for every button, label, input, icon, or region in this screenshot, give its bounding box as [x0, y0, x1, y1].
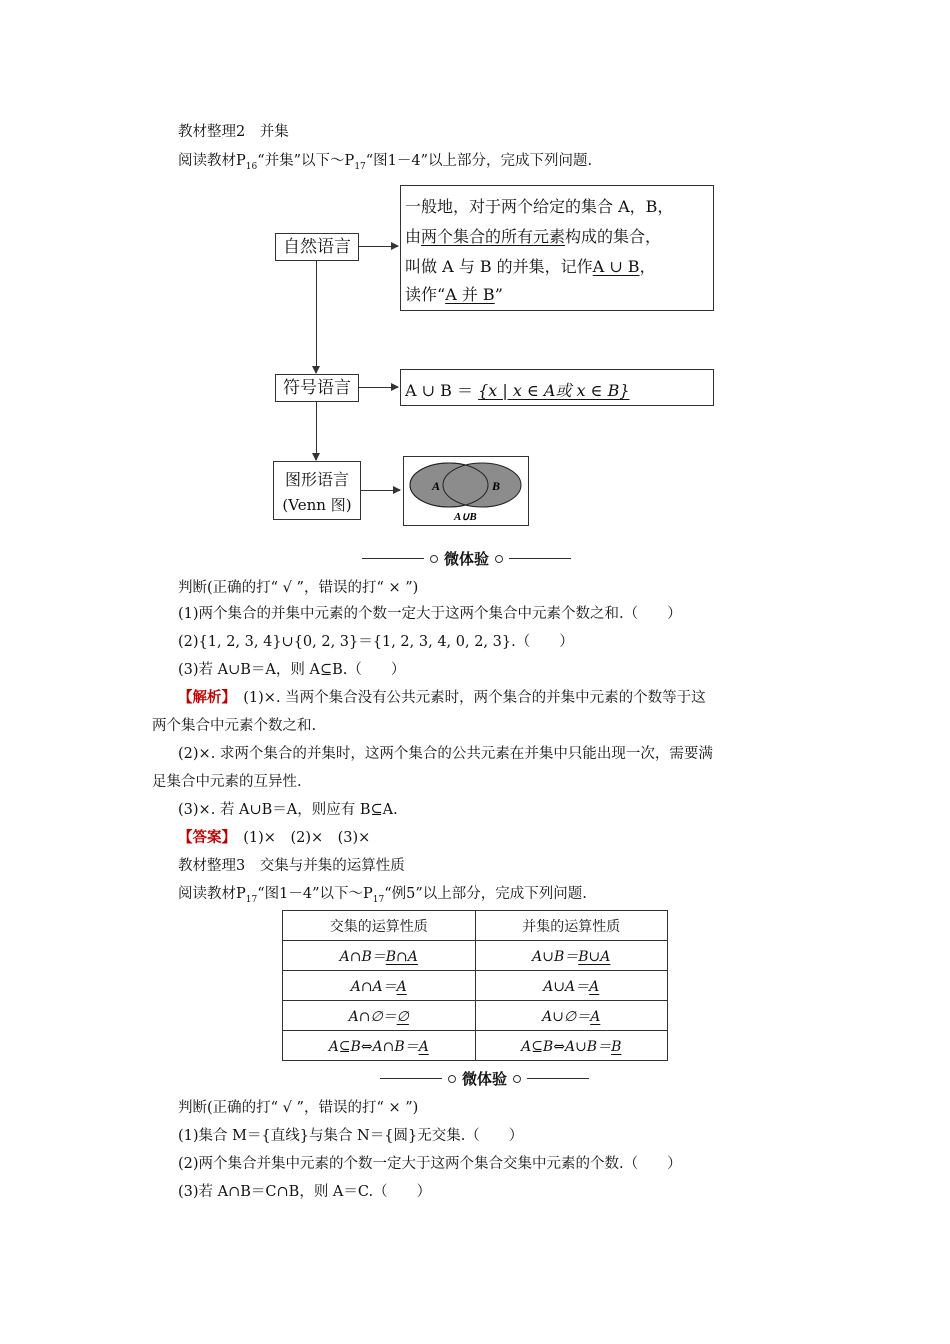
text: (Venn 图)	[282, 496, 352, 514]
venn-label-b: B	[492, 479, 501, 493]
table-header-row	[283, 911, 668, 941]
symbol-formula	[405, 378, 630, 401]
text: 由	[405, 227, 422, 246]
blank-answer: A 并 B	[445, 285, 495, 304]
table-row	[283, 971, 668, 1001]
analysis-line-4: 足集合中元素的互异性.	[152, 774, 302, 790]
circle-icon	[495, 555, 503, 563]
symbol-language-box	[400, 369, 714, 406]
text: 构成的集合，	[565, 227, 662, 246]
analysis-line-2: 两个集合中元素个数之和.	[152, 718, 317, 734]
table-cell: A⊆B⇔A∩B＝A	[283, 1031, 476, 1061]
intro-text: “并集”以下～P	[257, 153, 355, 169]
circle-icon	[513, 1075, 521, 1083]
intro-text: “图1－4”以上部分，完成下列问题.	[365, 153, 593, 169]
practice-separator	[362, 548, 571, 569]
circle-icon	[430, 555, 438, 563]
analysis-tag: 【解析】	[178, 689, 229, 706]
blank-answer: A ∪ B	[592, 257, 640, 276]
text: 读作“	[405, 285, 446, 304]
text: A ∪ B ＝	[405, 381, 473, 400]
intro-text: 阅读教材P	[178, 886, 246, 902]
table-row	[283, 941, 668, 971]
practice2-prompt: 判断(正确的打“ √ ”，错误的打“ × ”)	[178, 1100, 419, 1116]
analysis-line-5: (3)×. 若 A∪B＝A，则应有 B⊆A.	[178, 802, 398, 818]
symbol-language-label: 符号语言	[275, 374, 359, 402]
practice1-q3: (3)若 A∪B＝A，则 A⊆B.（ ）	[178, 662, 406, 678]
practice1-q2: (2){1, 2, 3, 4}∪{0, 2, 3}＝{1, 2, 3, 4, 0, 2, 3}.（ ）	[178, 634, 574, 650]
text: ”	[494, 285, 503, 304]
text: 图形语言	[284, 470, 349, 489]
text: ，	[639, 257, 656, 276]
practice2-q3: (3)若 A∩B＝C∩B，则 A＝C.（ ）	[178, 1184, 432, 1200]
natural-language-box	[400, 185, 714, 311]
venn-diagram-box	[403, 456, 529, 526]
arrow-right-icon	[360, 490, 400, 491]
practice2-q1: (1)集合 M＝{直线}与集合 N＝{圆}无交集.（ ）	[178, 1128, 524, 1144]
analysis-line-1	[178, 688, 706, 708]
page-subscript: 17	[354, 161, 366, 172]
practice-title: 微体验	[462, 1070, 508, 1088]
graphic-language-label	[273, 461, 361, 520]
page-subscript: 17	[245, 894, 258, 905]
section3-intro	[178, 884, 587, 910]
venn-circle-b	[443, 463, 521, 507]
intro-text: 阅读教材P	[178, 153, 246, 169]
venn-label-a: A	[432, 479, 441, 493]
practice-title: 微体验	[444, 550, 490, 568]
intro-text: “例5”以上部分，完成下列问题.	[384, 886, 587, 902]
page-subscript: 16	[245, 161, 258, 172]
table-row	[283, 1001, 668, 1031]
section2-heading: 教材整理2 并集	[178, 124, 289, 140]
analysis-line-3: (2)×. 求两个集合的并集时，这两个集合的公共元素在并集中只能出现一次，需要满	[178, 746, 713, 762]
intro-text: “图1－4”以下～P	[257, 886, 373, 902]
table-cell: A∩∅＝∅	[283, 1001, 476, 1031]
table-header: 并集的运算性质	[475, 911, 668, 941]
venn-diagram	[404, 457, 528, 525]
natural-line-1: 一般地，对于两个给定的集合 A，B，	[405, 197, 674, 216]
arrow-down-icon	[316, 401, 317, 460]
natural-line-4	[405, 282, 503, 305]
natural-language-label: 自然语言	[275, 233, 359, 261]
answer-tag: 【答案】	[178, 829, 229, 846]
practice1-prompt: 判断(正确的打“ √ ”，错误的打“ × ”)	[178, 580, 419, 596]
table-cell: A∪∅＝A	[475, 1001, 668, 1031]
practice-separator	[380, 1068, 589, 1089]
table-row	[283, 1031, 668, 1061]
table-cell: A∪A＝A	[475, 971, 668, 1001]
blank-answer: {x | x ∈ A或 x ∈ B}	[478, 381, 630, 400]
table-cell: A∩B＝B∩A	[283, 941, 476, 971]
arrow-right-icon	[358, 246, 398, 247]
arrow-right-icon	[358, 387, 398, 388]
table-cell: A∩A＝A	[283, 971, 476, 1001]
venn-caption: A∪B	[454, 511, 477, 523]
table-cell: A⊆B⇔A∪B＝B	[475, 1031, 668, 1061]
blank-answer: 两个集合的所有元素	[421, 227, 566, 246]
circle-icon	[448, 1075, 456, 1083]
table-cell: A∪B＝B∪A	[475, 941, 668, 971]
page-subscript: 17	[372, 894, 385, 905]
section3-heading: 教材整理3 交集与并集的运算性质	[178, 858, 405, 874]
text: (1)× (2)× (3)×	[243, 830, 371, 846]
text: 叫做 A 与 B 的并集，记作	[405, 257, 593, 276]
table-header: 交集的运算性质	[283, 911, 476, 941]
natural-line-2	[405, 224, 661, 247]
arrow-down-icon	[316, 260, 317, 373]
practice1-q1: (1)两个集合的并集中元素的个数一定大于这两个集合中元素个数之和.（ ）	[178, 606, 682, 622]
section2-intro	[178, 151, 592, 177]
practice2-q2: (2)两个集合并集中元素的个数一定大于这两个集合交集中元素的个数.（ ）	[178, 1156, 682, 1172]
answer-line	[178, 828, 370, 848]
text: (1)×. 当两个集合没有公共元素时，两个集合的并集中元素的个数等于这	[243, 690, 706, 706]
natural-line-3	[405, 254, 656, 277]
properties-table	[282, 910, 668, 1061]
